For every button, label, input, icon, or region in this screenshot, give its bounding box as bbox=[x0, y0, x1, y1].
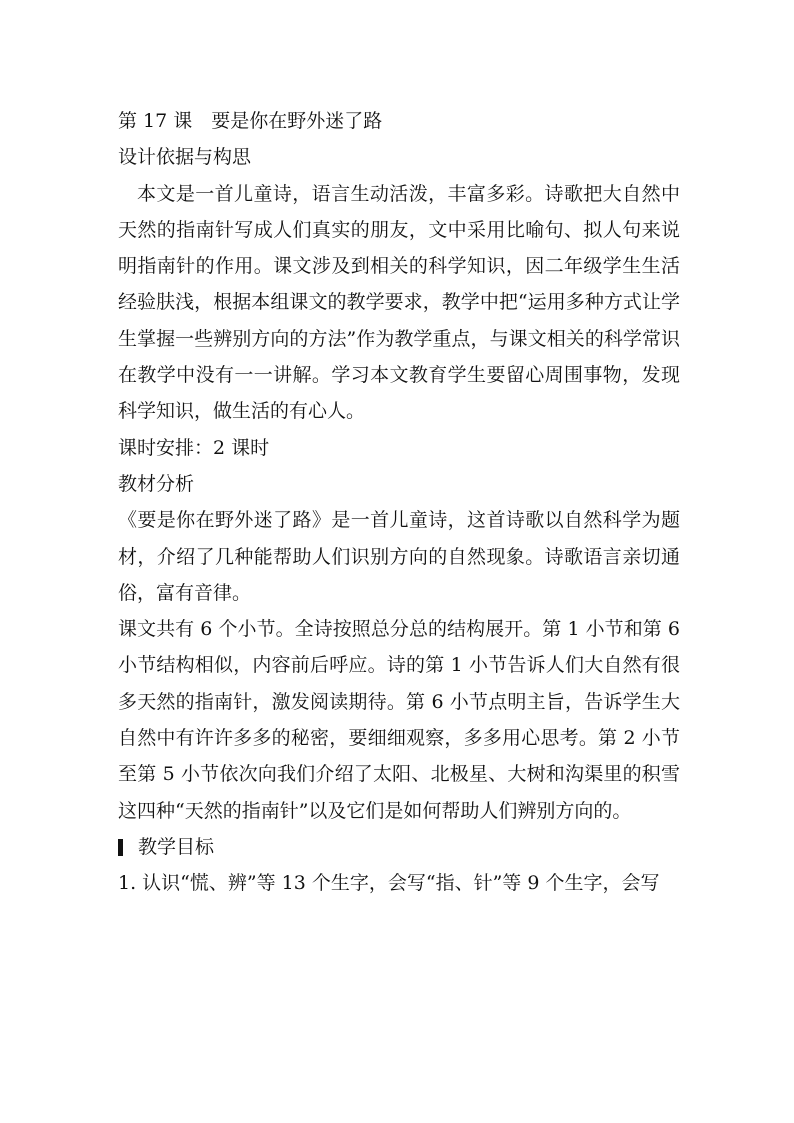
analysis-paragraph-1: 《要是你在野外迷了路》是一首儿童诗，这首诗歌以自然科学为题材，介绍了几种能帮助人们识别方向的自然现象。诗歌语言亲切通俗，富有音律。 bbox=[118, 509, 680, 604]
objectives-heading: 教学目标 bbox=[138, 835, 215, 858]
design-heading: 设计依据与构思 bbox=[118, 146, 252, 169]
objectives-heading-row bbox=[118, 829, 680, 865]
lesson-title: 第 17 课 要是你在野外迷了路 bbox=[118, 110, 383, 132]
heading-marker-icon bbox=[118, 839, 123, 856]
design-paragraph: 本文是一首儿童诗，语言生动活泼，丰富多彩。诗歌把大自然中天然的指南针写成人们真实的朋友，文中采用比喻句、拟人句来说明指南针的作用。课文涉及到相关的科学知识，因二年级学生生活经验肤浅，根据本组课文的教学要求，教学中把“运用多种方式让学生掌握一些辨别方向的方法”作为教学重点，与课文相关的科学常识在教学中没有一一讲解。学习本文教育学生要留心周围事物，发现科学知识，做生活的有心人。 bbox=[118, 182, 680, 423]
analysis-heading: 教材分析 bbox=[118, 472, 195, 495]
analysis-paragraph-2: 课文共有 6 个小节。全诗按照总分总的结构展开。第 1 小节和第 6 小节结构相似，内容前后呼应。诗的第 1 小节告诉人们大自然有很多天然的指南针，激发阅读期待。第 6 小节点明主旨，告诉学生大自然中有许许多多的秘密，要细细观察，多多用心思考。第 2 小节至第 5 小节依次向我们介绍了太阳、北极星、大树和沟渠里的积雪这四种“天然的指南针”以及它们是如何帮助人们辨别方向的。 bbox=[118, 618, 680, 822]
schedule-line: 课时安排：2 课时 bbox=[118, 436, 270, 459]
document-content bbox=[118, 103, 680, 902]
objective-item-1: 1. 认识“慌、辨”等 13 个生字，会写“指、针”等 9 个生字，会写 bbox=[118, 872, 660, 895]
